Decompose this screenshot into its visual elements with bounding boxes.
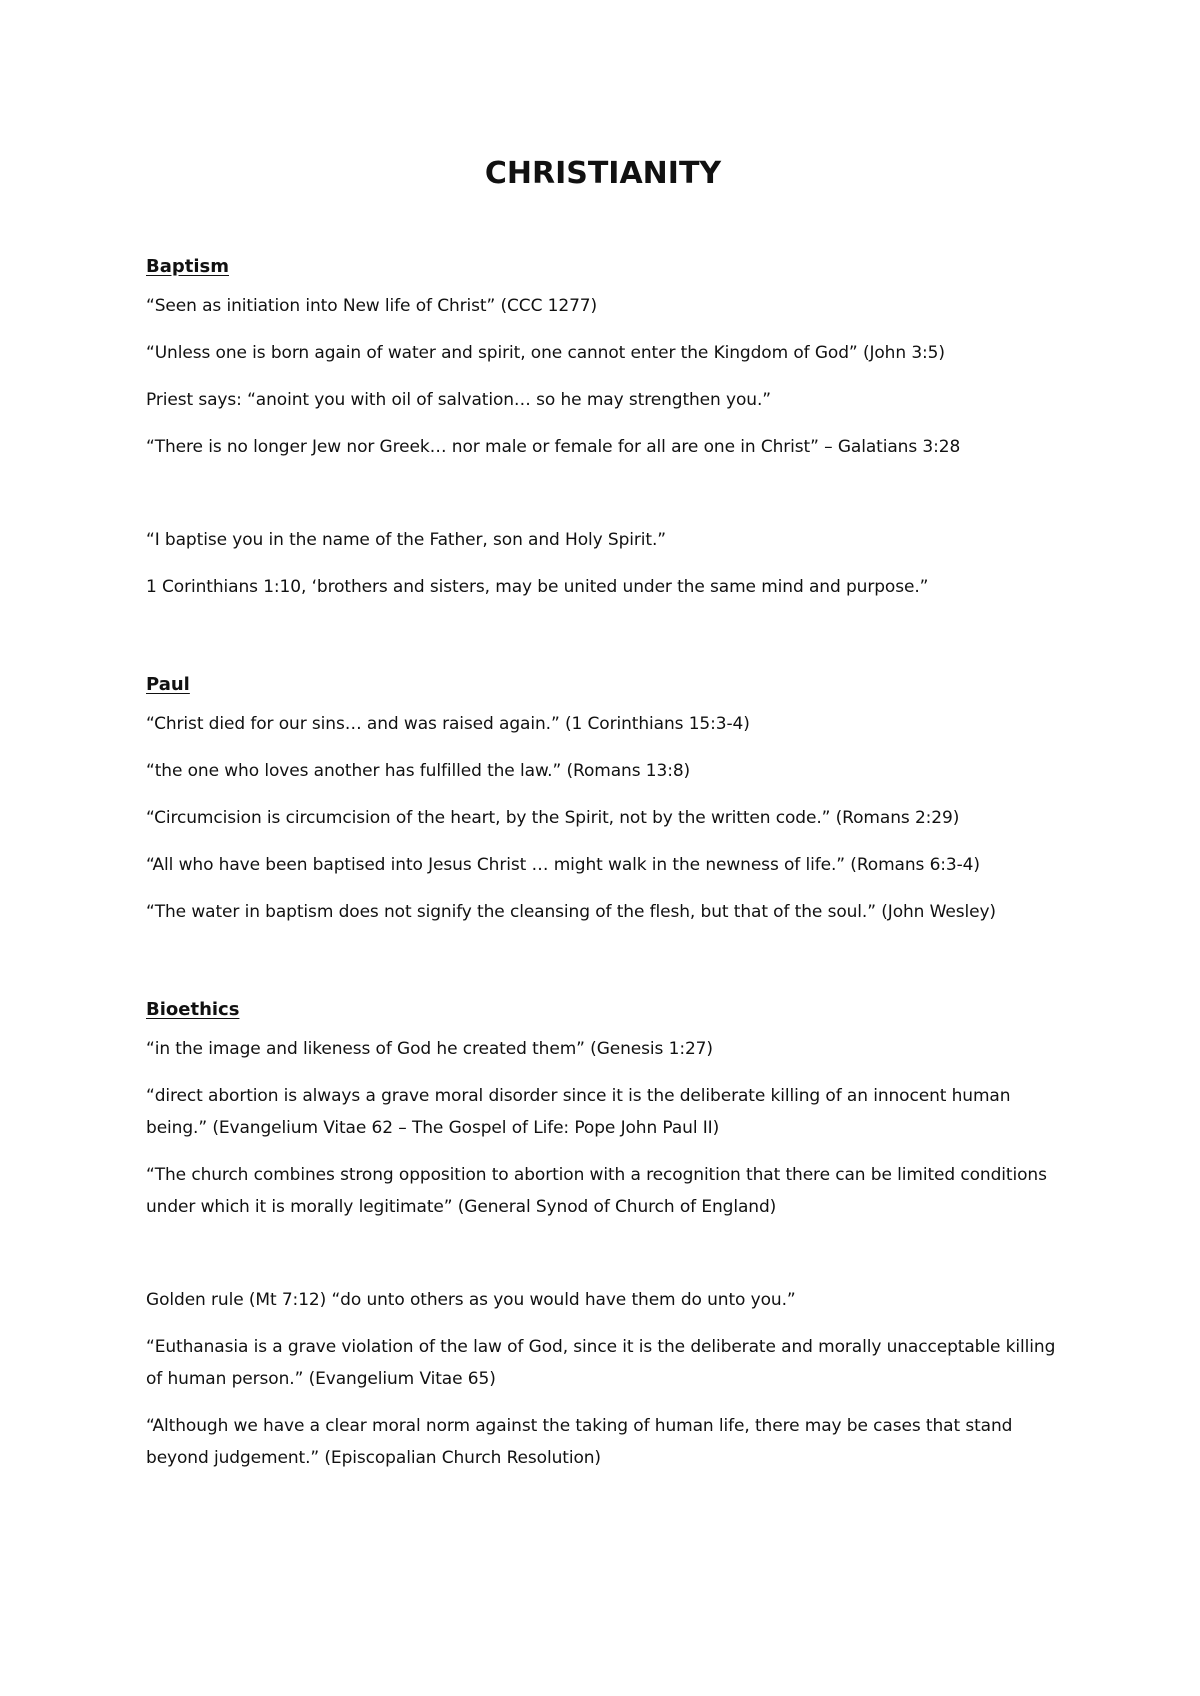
bioethics-line-1: “in the image and likeness of God he created them” (Genesis 1:27) xyxy=(146,1039,713,1059)
baptism-line-5: “I baptise you in the name of the Father, son and Holy Spirit.” xyxy=(146,530,667,550)
bioethics-line-5: “Euthanasia is a grave violation of the law of God, since it is the deliberate and morally unacceptable killing of human person.” (Evangelium Vitae 65) xyxy=(146,1337,1056,1389)
section-bioethics xyxy=(146,987,1060,1474)
bioethics-line-3: “The church combines strong opposition to abortion with a recognition that there can be limited conditions under which it is morally legitimate” (General Synod of Church of England) xyxy=(146,1165,1047,1217)
paul-line-5: “The water in baptism does not signify the cleansing of the flesh, but that of the soul.” (John Wesley) xyxy=(146,902,996,922)
bioethics-line-6: “Although we have a clear moral norm against the taking of human life, there may be cases that stand beyond judgement.” (Episcopalian Church Resolution) xyxy=(146,1416,1013,1468)
bioethics-line-2: “direct abortion is always a grave moral disorder since it is the deliberate killing of an innocent human being.” (Evangelium Vitae 62 – The Gospel of Life: Pope John Paul II) xyxy=(146,1086,1011,1138)
bioethics-line-4: Golden rule (Mt 7:12) “do unto others as you would have them do unto you.” xyxy=(146,1290,796,1310)
baptism-line-4: “There is no longer Jew nor Greek… nor male or female for all are one in Christ” – Galatians 3:28 xyxy=(146,437,961,457)
document-title: CHRISTIANITY xyxy=(484,156,722,191)
section-baptism xyxy=(146,244,1060,603)
baptism-line-2: “Unless one is born again of water and spirit, one cannot enter the Kingdom of God” (John 3:5) xyxy=(146,343,945,363)
section-paul xyxy=(146,662,1060,928)
baptism-line-3: Priest says: “anoint you with oil of salvation… so he may strengthen you.” xyxy=(146,390,771,410)
paul-line-1: “Christ died for our sins… and was raised again.” (1 Corinthians 15:3-4) xyxy=(146,714,750,734)
section-heading-bioethics: Bioethics xyxy=(146,999,240,1020)
paul-line-3: “Circumcision is circumcision of the heart, by the Spirit, not by the written code.” (Romans 2:29) xyxy=(146,808,960,828)
paul-line-4: “All who have been baptised into Jesus Christ … might walk in the newness of life.” (Romans 6:3-4) xyxy=(146,855,980,875)
baptism-line-1: “Seen as initiation into New life of Christ” (CCC 1277) xyxy=(146,296,598,316)
baptism-line-6: 1 Corinthians 1:10, ‘brothers and sisters, may be united under the same mind and purpose.” xyxy=(146,577,929,597)
section-heading-paul: Paul xyxy=(146,674,190,695)
paul-line-2: “the one who loves another has fulfilled the law.” (Romans 13:8) xyxy=(146,761,691,781)
section-heading-baptism: Baptism xyxy=(146,256,229,277)
